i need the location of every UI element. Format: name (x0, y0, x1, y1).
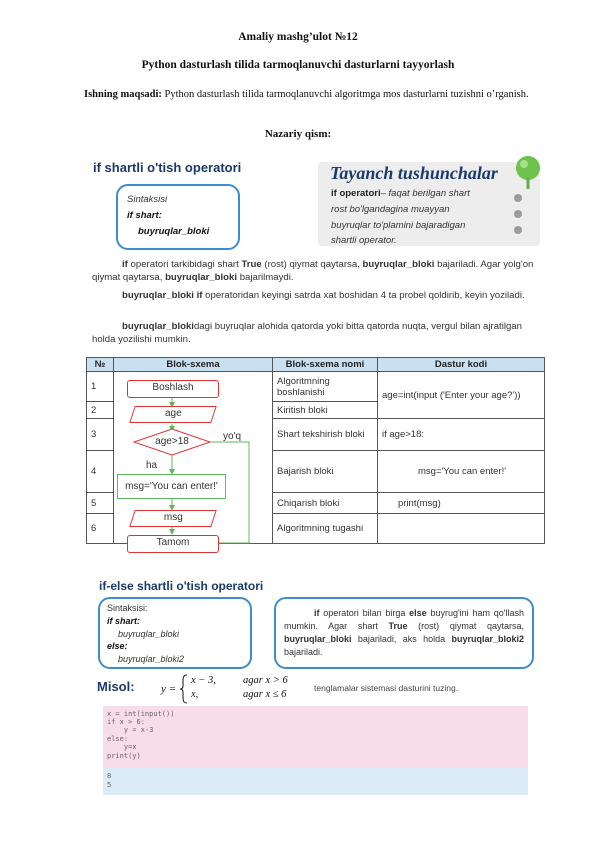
desc-block2: buyruqlar_bloki2 (451, 634, 524, 644)
note-line3: buyruqlar to'plamini bajaradigan (331, 220, 466, 231)
row-number: 4 (87, 451, 114, 493)
code-line: else: (107, 735, 129, 743)
p1-text3: bajariladi. Agar yolg'on qiymat qaytarsa, (92, 259, 534, 284)
flow-output-label: msg (163, 512, 183, 523)
code-block (103, 706, 528, 768)
if-paragraph-3 (92, 320, 542, 346)
key-concepts-note (318, 162, 540, 246)
pushpin-icon (508, 152, 544, 190)
p1-text2: (rost) qiymat qaytarsa, (261, 259, 363, 270)
note-line1: – faqat berilgan shart (380, 188, 470, 199)
flowchart-connectors (112, 372, 272, 562)
desc-text2: buyrug'ini ham qo'llash mumkin. Agar shart (284, 608, 524, 631)
desc-text3: (rost) qiymat qaytarsa, (407, 621, 525, 631)
purpose-text: Python dasturlash tilida tarmoqlanuvchi algoritmga mos dasturlarni tuzishni o’rganish. (161, 89, 529, 100)
flow-start: Boshlash (127, 380, 219, 398)
p1-true: True (241, 259, 262, 270)
row-block-name: Algoritmning tugashi (273, 514, 378, 544)
row-block-name: Algoritmning boshlanishi (273, 372, 378, 402)
purpose-paragraph (84, 88, 554, 102)
desc-block: buyruqlar_bloki (284, 634, 352, 644)
p3-block: buyruqlar_bloki (122, 321, 194, 332)
row-block-name: Chiqarish bloki (273, 493, 378, 514)
note-line2: rost bo'lgandagina muayyan (331, 204, 450, 215)
p1-text4: bajarilmaydi. (237, 272, 294, 284)
example-instruction: tenglamalar sistemasi dasturini tuzing. (314, 683, 459, 693)
ifelse-line2: buyruqlar_bloki (118, 629, 180, 639)
code-line: y=x (107, 743, 137, 751)
flow-no-label: yo'q (223, 431, 242, 442)
desc-true: True (388, 621, 408, 631)
col-header-code: Dastur kodi (378, 358, 545, 372)
code-line: if x > 6: (107, 718, 145, 726)
desc-if: if (314, 608, 320, 618)
flow-yes-label: ha (146, 460, 158, 471)
page-title: Amaliy mashg’ulot №12 (238, 31, 358, 43)
ifelse-syntax-title: Sintaksisi: (107, 603, 148, 613)
bullet-dot-icon (514, 194, 522, 202)
row-code: msg='You can enter!' (378, 451, 545, 493)
row-code: if age>18: (378, 419, 545, 451)
code-line: x = int(input()) (107, 710, 175, 718)
ifelse-line4: buyruqlar_bloki2 (118, 654, 185, 664)
row-code: age=int(input ('Enter your age?')) (378, 372, 545, 419)
desc-text1: operatori bilan birga (319, 608, 410, 618)
equation-y: y = (161, 683, 177, 695)
flow-action: msg='You can enter!' (117, 474, 226, 499)
row-number: 5 (87, 493, 114, 514)
desc-text5: bajariladi. (284, 647, 323, 657)
flow-input (129, 406, 217, 423)
desc-else: else (409, 608, 427, 618)
ifelse-line3: else: (107, 641, 128, 651)
ifelse-line1: if shart: (107, 616, 141, 626)
row-block-name: Kiritish bloki (273, 402, 378, 419)
bullet-dot-icon (514, 226, 522, 234)
brace-icon (179, 674, 189, 704)
if-heading: if shartli o'tish operatori (93, 160, 242, 175)
case1-cond: agar x > 6 (243, 675, 288, 686)
note-line4: shartli operator. (331, 235, 397, 246)
if-syntax-line2: buyruqlar_bloki (138, 226, 210, 237)
flow-output (129, 510, 217, 527)
note-bold: if operatori (331, 188, 381, 199)
row-number: 2 (87, 402, 114, 419)
if-syntax-box (116, 184, 240, 250)
p2-block: buyruqlar_bloki if (122, 290, 203, 301)
p1-if: if (122, 259, 128, 270)
row-code: print(msg) (378, 493, 545, 514)
p1-text: operatori tarkibidagi shart (127, 259, 242, 270)
ifelse-syntax-box (98, 597, 252, 669)
if-paragraph-2 (92, 289, 542, 302)
if-syntax-line1: if shart: (127, 210, 162, 221)
ifelse-description-box (274, 597, 534, 669)
desc-text4: bajariladi, aks holda (351, 634, 452, 644)
row-number: 1 (87, 372, 114, 402)
col-header-flowchart: Blok-sxema (114, 358, 273, 372)
p3-text: dagi buyruqlar alohida qatorda yoki bitta qatorda nuqta, vergul bilan ajratilgan holda yozilishi mumkin. (92, 321, 522, 346)
row-code-empty (378, 514, 545, 544)
ifelse-description (284, 607, 524, 659)
flow-end: Tamom (127, 535, 219, 553)
row-block-name: Shart tekshirish bloki (273, 419, 378, 451)
example-label: Misol: (97, 679, 135, 694)
page-subtitle: Python dasturlash tilida tarmoqlanuvchi dasturlarni tayyorlash (141, 59, 455, 71)
if-paragraph-1 (92, 258, 542, 284)
if-syntax-title: Sintaksisi (127, 194, 168, 205)
case2-expr: x, (191, 689, 199, 700)
col-header-number: № (87, 358, 114, 372)
code-line: print(y) (107, 752, 141, 760)
case2-cond: agar x ≤ 6 (243, 689, 287, 700)
flow-input-label: age (164, 408, 182, 419)
output-line: 5 (107, 781, 112, 789)
col-header-block-name: Blok-sxema nomi (273, 358, 378, 372)
p1-block2: buyruqlar_bloki (165, 272, 238, 284)
theory-heading: Nazariy qism: (264, 128, 332, 140)
flow-condition: age>18 (155, 436, 189, 447)
case1-expr: x − 3, (191, 675, 216, 686)
bullet-dot-icon (514, 210, 522, 218)
code-line: y = x-3 (107, 726, 154, 734)
p2-text: operatoridan keyingi satrda xat boshidan 4 ta probel qoldirib, keyin yoziladi. (202, 290, 525, 301)
row-block-name: Bajarish bloki (273, 451, 378, 493)
row-number: 6 (87, 514, 114, 544)
p1-block: buyruqlar_bloki (362, 259, 435, 270)
row-number: 3 (87, 419, 114, 451)
purpose-label: Ishning maqsadi: (84, 89, 162, 100)
output-block (103, 768, 528, 795)
ifelse-heading: if-else shartli o'tish operatori (99, 579, 264, 593)
output-line: 8 (107, 772, 112, 780)
key-concepts-title: Tayanch tushunchalar (330, 163, 498, 183)
